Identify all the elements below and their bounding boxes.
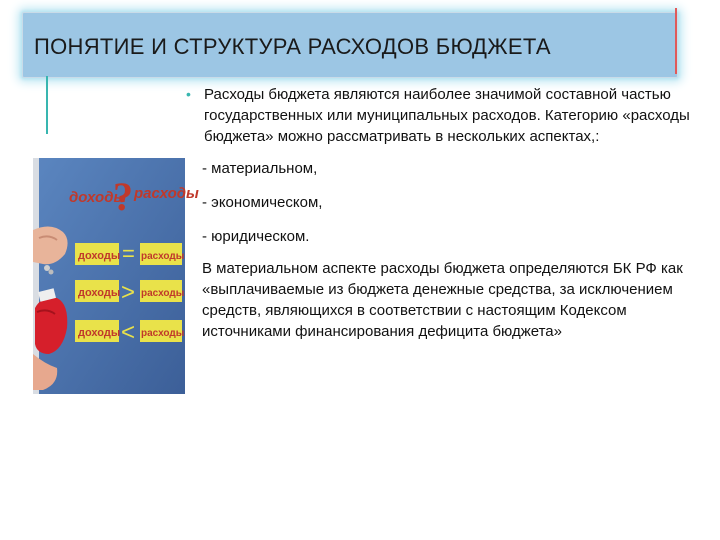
illustration-header-left: доходы xyxy=(69,189,127,206)
bullet-item xyxy=(180,84,710,147)
slide-title: ПОНЯТИЕ И СТРУКТУРА РАСХОДОВ БЮДЖЕТА xyxy=(34,34,551,59)
budget-illustration xyxy=(33,158,199,394)
row1-right-label: расходы xyxy=(141,251,185,262)
row3-left-label: доходы xyxy=(78,327,121,339)
accent-vertical-line xyxy=(46,76,48,134)
slide-content xyxy=(180,84,710,342)
title-accent-line xyxy=(675,8,677,74)
bullet-text: Расходы бюджета являются наиболее значимой составной частью государственных или муниципальных расходов. Категорию «расходы бюджета» можно рассматривать в нескольких аспектах,: xyxy=(204,86,690,145)
aspect-economic: - экономическом, xyxy=(202,194,323,211)
definition-paragraph: В материальном аспекте расходы бюджета определяются БК РФ как «выплачиваемые из бюджета денежные средства, за исключением средств, являющихся в соответствии с настоящим Кодексом источниками финансирования дефицита бюджета» xyxy=(202,260,683,340)
row2-left-label: доходы xyxy=(78,287,121,299)
row3-right-label: расходы xyxy=(141,328,185,339)
aspect-material: - материальном, xyxy=(202,160,318,177)
row3-operator: < xyxy=(121,319,136,346)
illustration-header-right: расходы xyxy=(134,185,199,202)
bullet-dot-icon: • xyxy=(186,86,191,102)
row2-right-label: расходы xyxy=(141,288,185,299)
illustration-question-mark: ? xyxy=(113,174,133,219)
row1-operator: = xyxy=(122,241,135,266)
row1-left-label: доходы xyxy=(78,250,121,262)
aspect-legal: - юридическом. xyxy=(202,228,310,245)
row2-operator: > xyxy=(121,279,136,306)
